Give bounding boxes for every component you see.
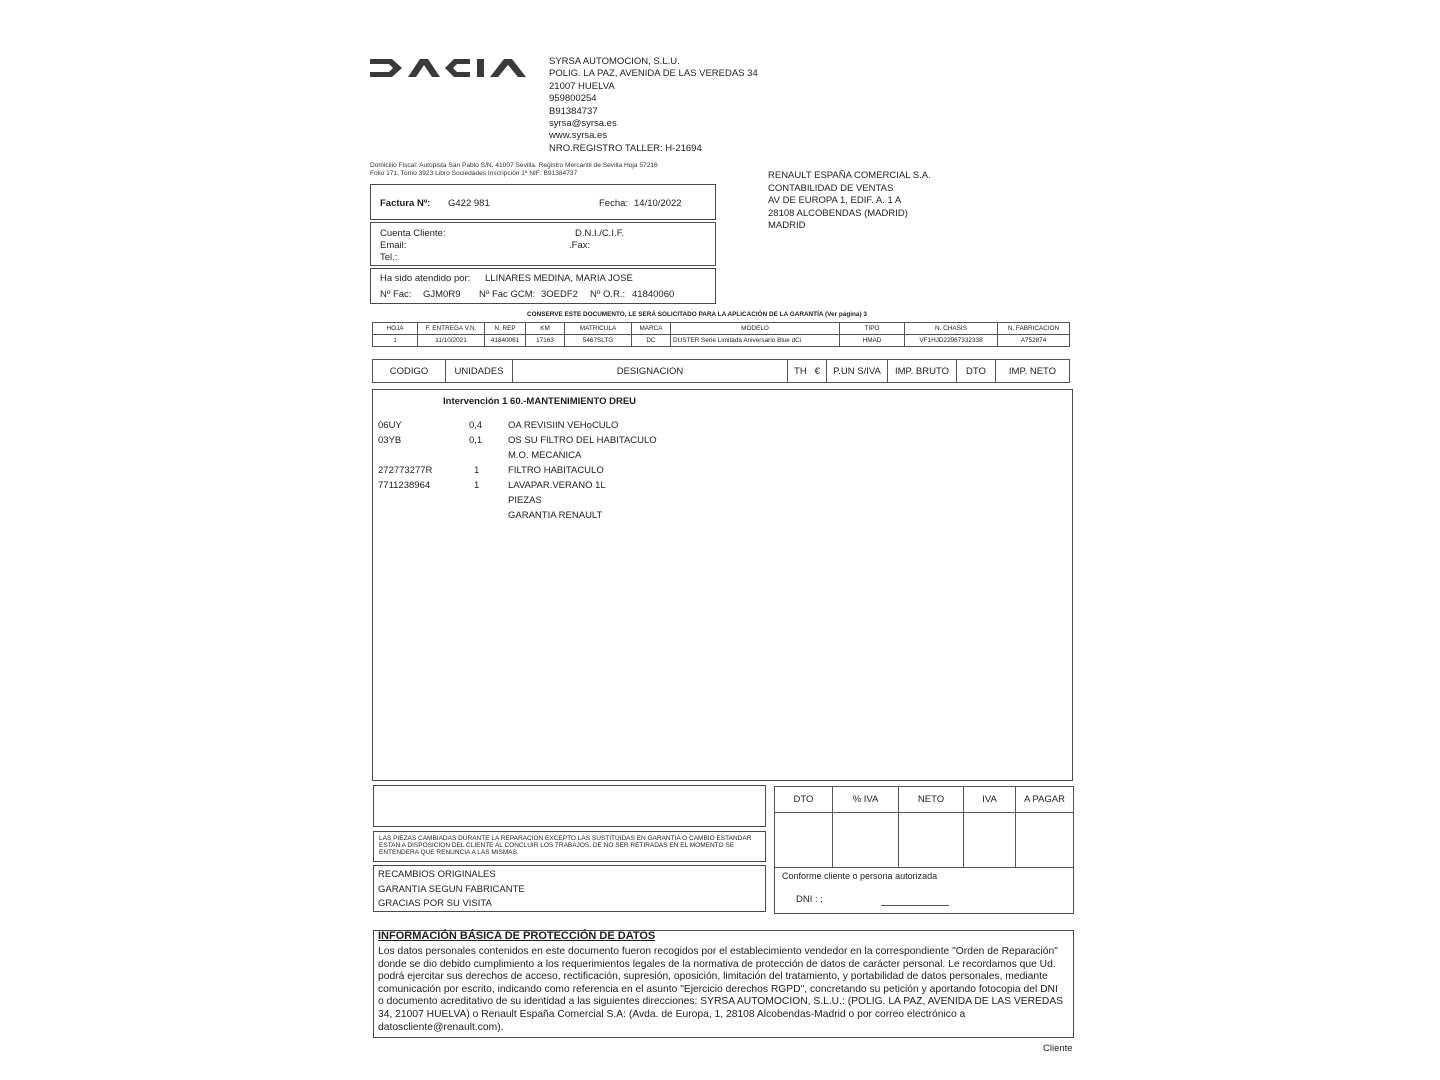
parts-notice: LAS PIEZAS CAMBIADAS DURANTE LA REPARACION EXCEPTO LAS SUSTITUIDAS EN GARANTIA O CAMBIO ESTANDAR ESTAN A DISPOSICION DEL CLIENTE AL CONCLUIR LOS TRABAJOS. DE NO SER RETIRADAS EN EL MOMENTO SE ENTENDERA QUE RENUNCIA A LAS MISMAS.	[373, 831, 766, 862]
attended-name: LLINARES MEDINA, MARIA JOSE	[485, 273, 633, 284]
vehicle-value-cell: 17163	[526, 335, 565, 347]
line-units: 1	[474, 480, 480, 491]
totals-value-dto	[775, 813, 833, 868]
totals-table	[774, 786, 1074, 868]
company-registry: NRO.REGISTRO TALLER: H-21694	[549, 142, 702, 154]
fac-value: GJM0R9	[423, 289, 461, 300]
col-unidades: UNIDADES	[446, 360, 513, 383]
invoice-number-box	[370, 184, 716, 220]
company-email: syrsa@syrsa.es	[549, 118, 617, 130]
invoice-date-label: Fecha:	[599, 198, 629, 209]
company-city: 21007 HUELVA	[549, 80, 615, 92]
vehicle-header-cell: N. REP	[485, 323, 526, 335]
line-desc: OA REVISIIN VEHoCULO	[508, 420, 619, 431]
fac-label: Nº Fac:	[380, 289, 412, 300]
conforme-label: Conforme cliente o persona autorizada	[782, 871, 938, 881]
recipient-line-5: MADRID	[768, 220, 806, 232]
invoice-number: G422 981	[448, 198, 490, 209]
line-units: 0,1	[469, 435, 483, 446]
line-code: 03YB	[378, 435, 402, 446]
vehicle-value-cell: 11/10/2021	[418, 335, 485, 347]
totals-header-a-pagar: A PAGAR	[1016, 787, 1074, 813]
totals-value-row	[775, 813, 1074, 868]
gcm-label: Nº Fac GCM:	[479, 289, 536, 300]
vehicle-header-cell: MODELO	[671, 323, 840, 335]
line-units: 1	[474, 465, 480, 476]
company-address: POLIG. LA PAZ, AVENIDA DE LAS VEREDAS 34	[549, 68, 758, 80]
totals-value-iva	[964, 813, 1016, 868]
company-cif: B91384737	[549, 105, 598, 117]
line-code: 272773277R	[378, 465, 433, 476]
col-precio-unitario: P.UN S/IVA	[827, 360, 888, 383]
observations-box	[373, 785, 766, 827]
totals-header-dto: DTO	[775, 787, 833, 813]
vehicle-value-cell: 41840061	[485, 335, 526, 347]
line-units: 0,4	[469, 420, 483, 431]
vehicle-value-cell: VF1HJD22967332338	[905, 335, 998, 347]
col-imp-bruto: IMP. BRUTO	[888, 360, 957, 383]
vehicle-header-cell: N. CHASIS	[905, 323, 998, 335]
line-code: 06UY	[378, 420, 402, 431]
lines-header-row	[373, 360, 1070, 383]
gcm-value: 3OEDF2	[541, 289, 578, 300]
vehicle-header-cell: TIPO	[840, 323, 905, 335]
company-web: www.syrsa.es	[549, 130, 608, 142]
totals-value-neto	[899, 813, 964, 868]
client-dni-label: D.N.I./C.I.F.	[575, 228, 625, 239]
vehicle-header-cell: MARCA	[632, 323, 671, 335]
vehicle-value-cell: HMAD	[840, 335, 905, 347]
totals-header-row	[775, 787, 1074, 813]
attended-label: Ha sido atendido por:	[380, 273, 471, 284]
col-th-euro	[788, 360, 827, 383]
client-box	[370, 222, 716, 266]
totals-value-a-pagar	[1016, 813, 1074, 868]
line-code: 7711238964	[378, 480, 431, 491]
line-items-box	[372, 389, 1073, 781]
recipient-line-1: RENAULT ESPAÑA COMERCIAL S.A.	[768, 170, 931, 181]
col-th: TH	[794, 365, 807, 377]
company-phone: 959800254	[549, 93, 597, 105]
lines-header-table	[372, 359, 1070, 383]
col-dto: DTO	[957, 360, 996, 383]
recipient-address	[768, 170, 931, 233]
signature-line	[881, 905, 949, 906]
vehicle-value-cell: DC	[632, 335, 671, 347]
totals-header-neto: NETO	[899, 787, 964, 813]
extra-thanks: GRACIAS POR SU VISITA	[378, 898, 492, 909]
intervention-title: Intervención 1 60.-MANTENIMIENTO DREU	[443, 396, 637, 407]
vehicle-header-cell: F. ENTREGA V.N.	[418, 323, 485, 335]
company-info	[549, 56, 758, 155]
vehicle-header-cell: HOJA	[373, 323, 418, 335]
or-value: 41840060	[632, 289, 675, 300]
vehicle-value-cell: A752874	[998, 335, 1070, 347]
company-name: SYRSA AUTOMOCION, S.L.U.	[549, 56, 680, 67]
col-euro: €	[814, 365, 820, 377]
privacy-title: INFORMACIÓN BÁSICA DE PROTECCIÓN DE DATOS	[378, 930, 656, 942]
vehicle-value-cell: DUSTER Serie Limitada Aniversario Blue dCi	[671, 335, 840, 347]
dacia-logo-icon	[370, 57, 542, 79]
vehicle-header-cell: KM	[526, 323, 565, 335]
fiscal-line-1: Domicilio Fiscal: Autopista San Pablo S/N, 41007 Sevilla. Registro Mercantil de Sevilla Hoja 57216	[370, 162, 658, 169]
fiscal-address	[370, 162, 658, 178]
vehicle-value-row	[373, 335, 1070, 347]
invoice-date: 14/10/2022	[634, 198, 682, 209]
line-desc: M.O. MECANICA	[508, 450, 582, 461]
line-desc: OS SU FILTRO DEL HABITACULO	[508, 435, 657, 446]
line-desc: LAVAPAR.VERANO 1L	[508, 480, 606, 491]
col-imp-neto: IMP. NETO	[996, 360, 1070, 383]
totals-value-pct-iva	[833, 813, 899, 868]
fiscal-line-2: Folio 171, Tomo 3923 Libro Sociedades Inscripción 1ª NIF: B91384737	[370, 170, 578, 177]
vehicle-table	[372, 322, 1070, 347]
vehicle-value-cell: 5467SLTG	[565, 335, 632, 347]
totals-header-pct-iva: % IVA	[833, 787, 899, 813]
col-codigo: CODIGO	[373, 360, 446, 383]
vehicle-header-cell: N. FABRICACION	[998, 323, 1070, 335]
line-desc: GARANTIA RENAULT	[508, 510, 603, 521]
privacy-text: Los datos personales contenidos en este documento fueron recogidos por el establecimiento vendedor en la correspondiente "Orden de Reparación" donde se dio debido cumplimiento a los requerimientos legales de la normativa de protección de datos de carácter personal. Le recordamos que Ud. podrá ejercitar sus derechos de acceso, rectificación, supresión, oposición, limitación del tratamiento, y portabilidad de datos personales, mediante comunicación por escrito, indicando como referencia en el asunto "Ejercicio derechos RGPD", concretando su petición y aportando fotocopia del DNI o documento acreditativo de su identidad a las siguientes direcciones: SYRSA AUTOMOCION, S.L.U.: (POLIG. LA PAZ, AVENIDA DE LAS VEREDAS 34, 21007 HUELVA) o Renault España Comercial S.A: (Avda. de Europa, 1, 28108 Alcobendas-Madrid o por correo electrónico a datoscliente@renault.com).	[378, 946, 1064, 1033]
vehicle-header-cell: MATRICULA	[565, 323, 632, 335]
totals-header-iva: IVA	[964, 787, 1016, 813]
client-fax-label: .Fax:	[569, 240, 591, 251]
attended-by-box	[370, 268, 716, 304]
copy-label: Cliente	[1043, 1043, 1073, 1054]
recipient-line-2: CONTABILIDAD DE VENTAS	[768, 182, 894, 194]
invoice-number-label: Factura Nº:	[380, 198, 431, 209]
vehicle-value-cell: 1	[373, 335, 418, 347]
client-account-label: Cuenta Cliente:	[380, 228, 446, 239]
dni-label: DNI : ;	[796, 894, 823, 905]
client-email-label: Email:	[380, 240, 407, 251]
warranty-note: CONSERVE ESTE DOCUMENTO, LE SERÁ SOLICITADO PARA LA APLICACIÓN DE LA GARANTÍA (Ver página) 3	[527, 311, 867, 318]
line-desc: PIEZAS	[508, 495, 542, 506]
recipient-line-3: AV DE EUROPA 1, EDIF. A. 1 A	[768, 195, 902, 207]
line-desc: FILTRO HABITACULO	[508, 465, 604, 476]
extras-box	[373, 865, 766, 912]
recipient-line-4: 28108 ALCOBENDAS (MADRID)	[768, 207, 908, 219]
vehicle-header-row	[373, 323, 1070, 335]
or-label: Nº O.R.:	[590, 289, 626, 300]
client-tel-label: Tel.:	[380, 252, 398, 263]
col-designacion: DESIGNACION	[513, 360, 788, 383]
extra-original-parts: RECAMBIOS ORIGINALES	[378, 869, 496, 880]
extra-warranty: GARANTIA SEGUN FABRICANTE	[378, 884, 525, 895]
